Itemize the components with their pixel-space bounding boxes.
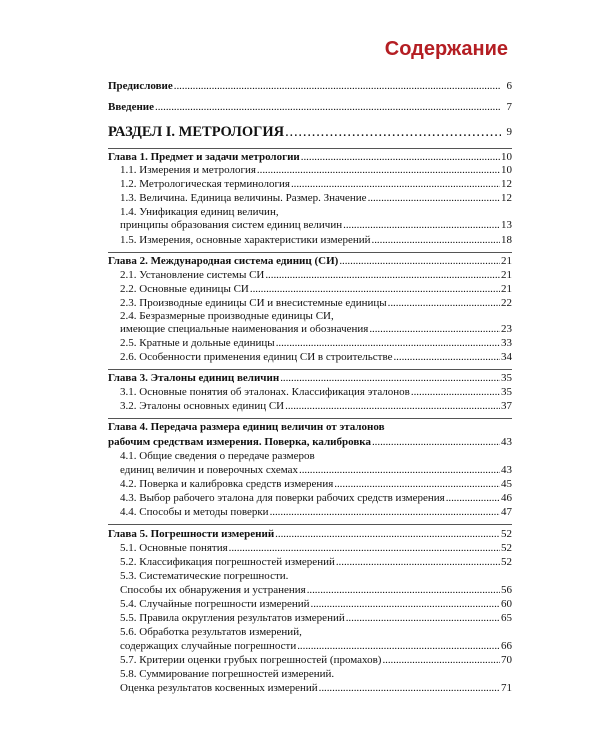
toc-entry-5-7[interactable]: [120, 654, 512, 666]
toc-leader-dots: [229, 542, 500, 554]
toc-page-number: 12: [501, 192, 512, 204]
toc-entry-4-2[interactable]: [120, 478, 512, 490]
toc-entry-1-5[interactable]: [120, 234, 512, 246]
toc-chapter-label: Глава 2. Международная система единиц (СИ): [108, 255, 339, 267]
toc-entry-5-2[interactable]: [120, 556, 512, 568]
toc-entry-2-4-line1: 2.4. Безразмерные производные единицы СИ,: [120, 310, 334, 322]
toc-page-number: 21: [501, 255, 512, 267]
toc-page-number: 56: [501, 584, 512, 596]
toc-chapter-label: рабочим средствам измерения. Поверка, калибровка: [108, 436, 371, 448]
toc-page-number: 71: [501, 682, 512, 694]
toc-leader-dots: [265, 269, 500, 281]
toc-page-number: 70: [501, 654, 512, 666]
toc-entry-5-3[interactable]: [120, 584, 512, 596]
toc-leader-dots: [311, 598, 501, 610]
toc-entry-preface[interactable]: [108, 80, 512, 92]
toc-chapter-1[interactable]: [108, 151, 512, 163]
toc-page-number: 34: [501, 351, 512, 363]
toc-leader-dots: [276, 337, 500, 349]
toc-entry-label: 2.2. Основные единицы СИ: [120, 283, 249, 295]
toc-entry-3-2[interactable]: [120, 400, 512, 412]
toc-leader-dots: [307, 584, 500, 596]
toc-chapter-label: Глава 5. Погрешности измерений: [108, 528, 275, 540]
toc-leader-dots: [446, 492, 500, 504]
toc-entry-label: Предисловие: [108, 80, 173, 92]
toc-entry-1-1[interactable]: [120, 164, 512, 176]
toc-entry-2-2[interactable]: [120, 283, 512, 295]
toc-entry-1-2[interactable]: [120, 178, 512, 190]
toc-leader-dots: [369, 323, 500, 335]
toc-entry-2-6[interactable]: [120, 351, 512, 363]
toc-entry-label: содержащих случайные погрешности: [120, 640, 297, 652]
toc-leader-dots: [299, 464, 500, 476]
toc-entry-label: 4.4. Способы и методы поверки: [120, 506, 269, 518]
toc-leader-dots: [319, 682, 500, 694]
toc-entry-4-1-line1: 4.1. Общие сведения о передаче размеров: [120, 450, 315, 462]
toc-entry-label: 1.3. Величина. Единица величины. Размер. Значение: [120, 192, 367, 204]
toc-entry-label: 5.7. Критерии оценки грубых погрешностей (промахов): [120, 654, 382, 666]
toc-page-number: 23: [501, 323, 512, 335]
toc-entry-5-1[interactable]: [120, 542, 512, 554]
toc-leader-dots: [174, 80, 501, 92]
toc-entry-label: единиц величин и поверочных схемах: [120, 464, 298, 476]
toc-leader-dots: [388, 297, 500, 309]
toc-leader-dots: [382, 654, 500, 666]
chapter-divider: [108, 148, 512, 149]
toc-leader-dots: [257, 164, 500, 176]
toc-leader-dots: [275, 528, 500, 540]
toc-entry-label: 4.2. Поверка и калибровка средств измерения: [120, 478, 334, 490]
toc-page-number: 43: [501, 464, 512, 476]
toc-entry-label: имеющие специальные наименования и обозначения: [120, 323, 369, 335]
toc-entry-4-3[interactable]: [120, 492, 512, 504]
toc-entry-1-4-line1: 1.4. Унификация единиц величин,: [120, 206, 279, 218]
toc-leader-dots: [343, 219, 500, 231]
toc-leader-dots: [372, 436, 500, 448]
toc-entry-label: 3.2. Эталоны основных единиц СИ: [120, 400, 285, 412]
toc-entry-label: 4.3. Выбор рабочего эталона для поверки рабочих средств измерения: [120, 492, 445, 504]
toc-page-number: 65: [501, 612, 512, 624]
toc-page-number: 13: [501, 219, 512, 231]
toc-entry-5-6[interactable]: [120, 640, 512, 652]
toc-chapter-2[interactable]: [108, 255, 512, 267]
chapter-divider: [108, 252, 512, 253]
toc-entry-label: Оценка результатов косвенных измерений: [120, 682, 318, 694]
toc-entry-1-3[interactable]: [120, 192, 512, 204]
toc-entry-5-6-line1: 5.6. Обработка результатов измерений,: [120, 626, 302, 638]
toc-entry-label: 5.4. Случайные погрешности измерений: [120, 598, 310, 610]
toc-entry-2-3[interactable]: [120, 297, 512, 309]
toc-entry-label: 2.6. Особенности применения единиц СИ в строительстве: [120, 351, 393, 363]
toc-page-number: 10: [501, 151, 512, 163]
toc-leader-dots: [297, 640, 500, 652]
toc-leader-dots: [291, 178, 500, 190]
toc-page-number: 12: [501, 178, 512, 190]
toc-page-number: 33: [501, 337, 512, 349]
toc-leader-dots: [155, 101, 501, 113]
toc-leader-dots: [285, 124, 501, 140]
toc-entry-4-1[interactable]: [120, 464, 512, 476]
toc-leader-dots: [339, 255, 500, 267]
toc-entry-4-4[interactable]: [120, 506, 512, 518]
toc-entry-5-3-line1: 5.3. Систематические погрешности.: [120, 570, 289, 582]
toc-entry-label: 1.5. Измерения, основные характеристики измерений: [120, 234, 371, 246]
toc-leader-dots: [270, 506, 500, 518]
toc-page-number: 35: [501, 386, 512, 398]
toc-entry-label: принципы образования систем единиц величин: [120, 219, 343, 231]
toc-entry-label: 3.1. Основные понятия об эталонах. Классификация эталонов: [120, 386, 410, 398]
toc-page-number: 22: [501, 297, 512, 309]
chapter-divider: [108, 369, 512, 370]
toc-leader-dots: [334, 478, 500, 490]
toc-leader-dots: [280, 372, 500, 384]
toc-entry-5-5[interactable]: [120, 612, 512, 624]
chapter-divider: [108, 524, 512, 525]
toc-page-number: 52: [501, 556, 512, 568]
toc-entry-label: 2.1. Установление системы СИ: [120, 269, 265, 281]
toc-chapter-4-line1: Глава 4. Передача размера единиц величин от эталонов: [108, 421, 385, 433]
toc-page-number: 9: [506, 126, 512, 138]
toc-section-label: РАЗДЕЛ I. МЕТРОЛОГИЯ: [108, 124, 285, 140]
toc-page-number: 43: [501, 436, 512, 448]
toc-chapter-4[interactable]: [108, 436, 512, 448]
toc-entry-2-4[interactable]: [120, 323, 512, 335]
toc-section-metrology[interactable]: [108, 124, 512, 140]
toc-entry-5-4[interactable]: [120, 598, 512, 610]
toc-page-number: 47: [501, 506, 512, 518]
toc-page-number: 21: [501, 283, 512, 295]
toc-leader-dots: [285, 400, 500, 412]
toc-page-number: 52: [501, 542, 512, 554]
toc-entry-label: 1.2. Метрологическая терминология: [120, 178, 290, 190]
page-title: Содержание: [384, 38, 508, 60]
toc-entry-label: Введение: [108, 101, 155, 113]
toc-entry-introduction[interactable]: [108, 101, 512, 113]
toc-chapter-3[interactable]: [108, 372, 512, 384]
toc-entry-label: 2.3. Производные единицы СИ и внесистемные единицы: [120, 297, 387, 309]
toc-page-number: 18: [501, 234, 512, 246]
toc-entry-5-8[interactable]: [120, 682, 512, 694]
toc-chapter-label: Глава 3. Эталоны единиц величин: [108, 372, 280, 384]
chapter-divider: [108, 418, 512, 419]
toc-entry-label: 2.5. Кратные и дольные единицы: [120, 337, 275, 349]
toc-page-number: 37: [501, 400, 512, 412]
toc-page-number: 10: [501, 164, 512, 176]
toc-leader-dots: [301, 151, 500, 163]
toc-entry-label: 5.5. Правила округления результатов измерений: [120, 612, 345, 624]
toc-entry-2-1[interactable]: [120, 269, 512, 281]
toc-entry-5-8-line1: 5.8. Суммирование погрешностей измерений.: [120, 668, 335, 680]
toc-leader-dots: [336, 556, 500, 568]
toc-page-number: 66: [501, 640, 512, 652]
toc-page-number: 52: [501, 528, 512, 540]
toc-page-number: 35: [501, 372, 512, 384]
toc-entry-1-4[interactable]: [120, 219, 512, 231]
toc-page-number: 46: [501, 492, 512, 504]
toc-page-number: 6: [506, 80, 512, 92]
toc-page-number: 60: [501, 598, 512, 610]
toc-page-number: 21: [501, 269, 512, 281]
toc-entry-2-5[interactable]: [120, 337, 512, 349]
toc-leader-dots: [368, 192, 500, 204]
toc-chapter-5[interactable]: [108, 528, 512, 540]
toc-page-number: 45: [501, 478, 512, 490]
toc-leader-dots: [393, 351, 500, 363]
toc-entry-label: Способы их обнаружения и устранения: [120, 584, 306, 596]
toc-leader-dots: [346, 612, 500, 624]
toc-chapter-label: Глава 1. Предмет и задачи метрологии: [108, 151, 300, 163]
toc-leader-dots: [250, 283, 500, 295]
toc-entry-3-1[interactable]: [120, 386, 512, 398]
toc-leader-dots: [372, 234, 500, 246]
toc-entry-label: 1.1. Измерения и метрология: [120, 164, 256, 176]
toc-entry-label: 5.2. Классификация погрешностей измерений: [120, 556, 335, 568]
toc-page-number: 7: [506, 101, 512, 113]
toc-entry-label: 5.1. Основные понятия: [120, 542, 228, 554]
toc-leader-dots: [411, 386, 500, 398]
